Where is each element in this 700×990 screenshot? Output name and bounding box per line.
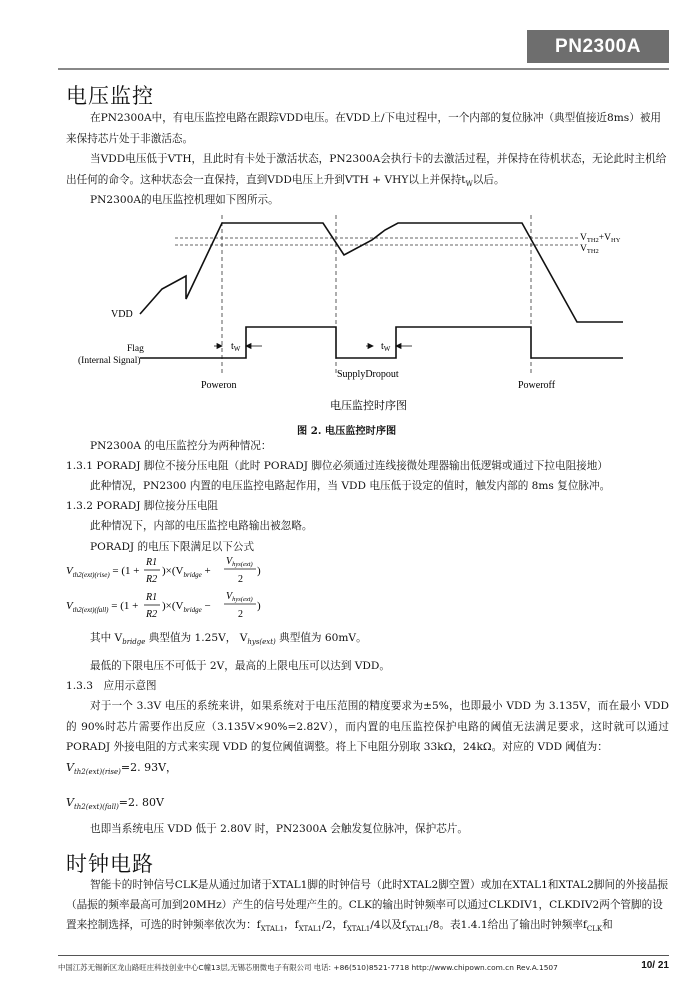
paragraph-1: 在PN2300A中，有电压监控电路在跟踪VDD电压。在VDD上/下电过程中，一个内部的复位脉冲（典型值接近8ms）被用来保持芯片处于非激活态。 <box>66 112 662 145</box>
hys-subscript: hys(ext) <box>247 638 276 647</box>
svg-text:R2: R2 <box>146 609 158 620</box>
application-paragraph: 对于一个 3.3V 电压的系统来讲，如果系统对于电压范围的精度要求为±5%，也即最小 VDD 为 3.135V，而在最小 VDD 的 90%时芯片需要作出反应（3.135V×90%=2.82V），而内置的电压监控保护电路的阈值无法满足要求，这时就可以通过 PORADJ 外接电阻的方式来实现 VDD 的复位阈值调整。将上下电阻分别取 33kΩ，24kΩ。对应的 VDD 阈值为： <box>66 700 669 753</box>
subsection-1-3-3-heading: 1.3.3 应用示意图 <box>66 680 157 692</box>
svg-text:R1: R1 <box>146 592 158 603</box>
typical-values <box>66 628 669 653</box>
footer-address: 中国江苏无锡新区龙山路旺庄科技创业中心C幢13层,无锡芯朋微电子有限公司 电话: +86(510)8521-7718 http://www.chipown.com.cn Rev.A.1507 <box>58 963 558 972</box>
typical-values-text-a: 其中 V <box>90 632 123 644</box>
clock-text-c: /2，f <box>322 919 347 931</box>
tw-subscript: W <box>465 179 473 188</box>
section-title-clock-circuit: 时钟电路 <box>66 852 154 876</box>
svg-text:R2: R2 <box>146 574 158 585</box>
svg-text:)×(Vbridge −: )$\times(V_{bridge}$ − <box>162 600 211 614</box>
voltage-monitor-timing-diagram <box>0 205 700 420</box>
equation-rise <box>66 556 261 585</box>
svg-text:R1: R1 <box>146 557 158 568</box>
monitor-intro: PN2300A 的电压监控分为两种情况： <box>90 440 272 452</box>
clock-text-a: 智能卡的时钟信号CLK是从通过加诸于XTAL1脚的时钟信号（此时XTAL2脚空置）或加在XTAL1和XTAL2脚间的外接晶振（晶振的频率最高可加到20MHz）产生的信号处理产生的。CLK的输出时钟频率可以通过CLKDIV1，CLKDIV2两个管脚的设置来控制选择，可选的时钟频率依次为：f <box>66 879 669 931</box>
poweron-label: Poweron <box>201 380 237 391</box>
vdd-label: VDD <box>111 309 133 320</box>
clock-text-e: /8。表1.4.1给出了输出时钟频率f <box>429 919 587 931</box>
flag-label: Flag <box>127 344 144 354</box>
fall-v: V <box>66 796 74 809</box>
clock-text-d: /4以及f <box>370 919 406 931</box>
svg-text:)×(Vbridge +: )$\times(V_{bridge}$ + <box>162 565 211 579</box>
svg-text:Vhys(ext): $V_{hys(ext)}$ <box>226 591 253 603</box>
equation-fall <box>66 591 261 620</box>
bridge-subscript: bridge <box>122 638 146 647</box>
tw-label-2: $t_W$ <box>381 341 391 353</box>
footer-rule <box>58 955 669 956</box>
xtal1-sub-1: XTAL1 <box>260 925 285 934</box>
subsection-1-3-2-heading: 1.3.2 PORADJ 脚位接分压电阻 <box>66 500 219 512</box>
paragraph-3: PN2300A的电压监控机理如下图所示。 <box>90 194 279 206</box>
svg-text:Vhys(ext): $V_{hys(ext)}$ <box>226 556 253 568</box>
conclusion-paragraph: 也即当系统电压 VDD 低于 2.80V 时，PN2300A 会触发复位脉冲，保护芯片。 <box>90 823 468 835</box>
subsection-1-3-2-text: 此种情况下，内部的电压监控电路输出被忽略。 <box>90 520 313 532</box>
paragraph-2-end: 以后。 <box>472 173 505 186</box>
clock-text-b: ，f <box>284 919 299 931</box>
typical-values-text-b: 典型值为 1.25V， V <box>145 632 248 644</box>
part-number-badge: PN2300A <box>527 30 669 63</box>
rise-value: =2. 93V， <box>120 761 178 774</box>
svg-text:): ) <box>257 600 261 612</box>
typical-values-text-c: 典型值为 60mV。 <box>275 632 367 644</box>
time-markers <box>222 215 531 375</box>
vth2-label: $V_{TH2}$ <box>580 244 599 255</box>
rise-threshold-value <box>66 759 177 776</box>
svg-text:Vth2(ext)(fall) = (1 +: $V_{th2(ext)(fall)} = (1$ + <box>66 600 139 614</box>
svg-text:): ) <box>257 565 261 577</box>
svg-text:2: 2 <box>238 574 243 585</box>
subsection-1-3-1-text: 此种情况，PN2300 内置的电压监控电路起作用，当 VDD 电压低于设定的值时，触发内部的 8ms 复位脉冲。 <box>90 480 611 492</box>
figure-caption: 图 2. 电压监控时序图 <box>297 425 397 437</box>
tw-label-1: $t_W$ <box>231 341 241 353</box>
flag-sublabel: (Internal Signal) <box>78 356 141 366</box>
xtal1-sub-2: XTAL1 <box>298 925 322 934</box>
fall-threshold-value <box>66 796 164 811</box>
vth2-vhy-label: $V_{TH2}+V_{HY}$ <box>580 233 621 244</box>
paragraph-2-text: 当VDD电压低于VTH，且此时有卡处于激活状态，PN2300A会执行卡的去激活过程，并保持在待机状态，无论此时主机给出任何的命令。这种状态会一直保持，直到VDD电压上升到VTH + VHY以上并保持t <box>66 153 667 186</box>
clk-sub: CLK <box>586 925 603 934</box>
svg-text:2: 2 <box>238 609 243 620</box>
formula-intro: PORADJ 的电压下限满足以下公式 <box>90 541 255 553</box>
voltage-limits: 最低的下限电压不可低于 2V，最高的上限电压可以达到 VDD。 <box>90 660 391 672</box>
poweroff-label: Poweroff <box>518 380 556 391</box>
header-rule <box>58 68 669 70</box>
threshold-equations <box>66 552 326 622</box>
subsection-1-3-1-heading: 1.3.1 PORADJ 脚位不接分压电阻（此时 PORADJ 脚位必须通过连线接微处理器输出低逻辑或通过下拉电阻接地） <box>66 460 608 472</box>
page-number: 10/ 21 <box>641 960 669 971</box>
fall-value: =2. 80V <box>118 796 164 809</box>
fall-sub: th2(ext)(fall) <box>73 803 119 812</box>
svg-text:Vth2(ext)(rise) = (1 +: $V_{th2(ext)(rise)} = (1$ + <box>66 565 140 579</box>
xtal1-sub-4: XTAL1 <box>405 925 430 934</box>
xtal1-sub-3: XTAL1 <box>346 925 371 934</box>
clock-paragraph <box>66 875 669 939</box>
rise-v: V <box>66 761 74 774</box>
section-title-voltage-monitor: 电压监控 <box>66 84 154 108</box>
clock-text-f: 和 <box>602 919 613 931</box>
paragraph-2 <box>66 149 669 194</box>
diagram-inner-caption: 电压监控时序图 <box>330 400 407 412</box>
rise-sub: th2(ext)(rise) <box>73 768 121 777</box>
supplydropout-label: SupplyDropout <box>337 369 399 380</box>
